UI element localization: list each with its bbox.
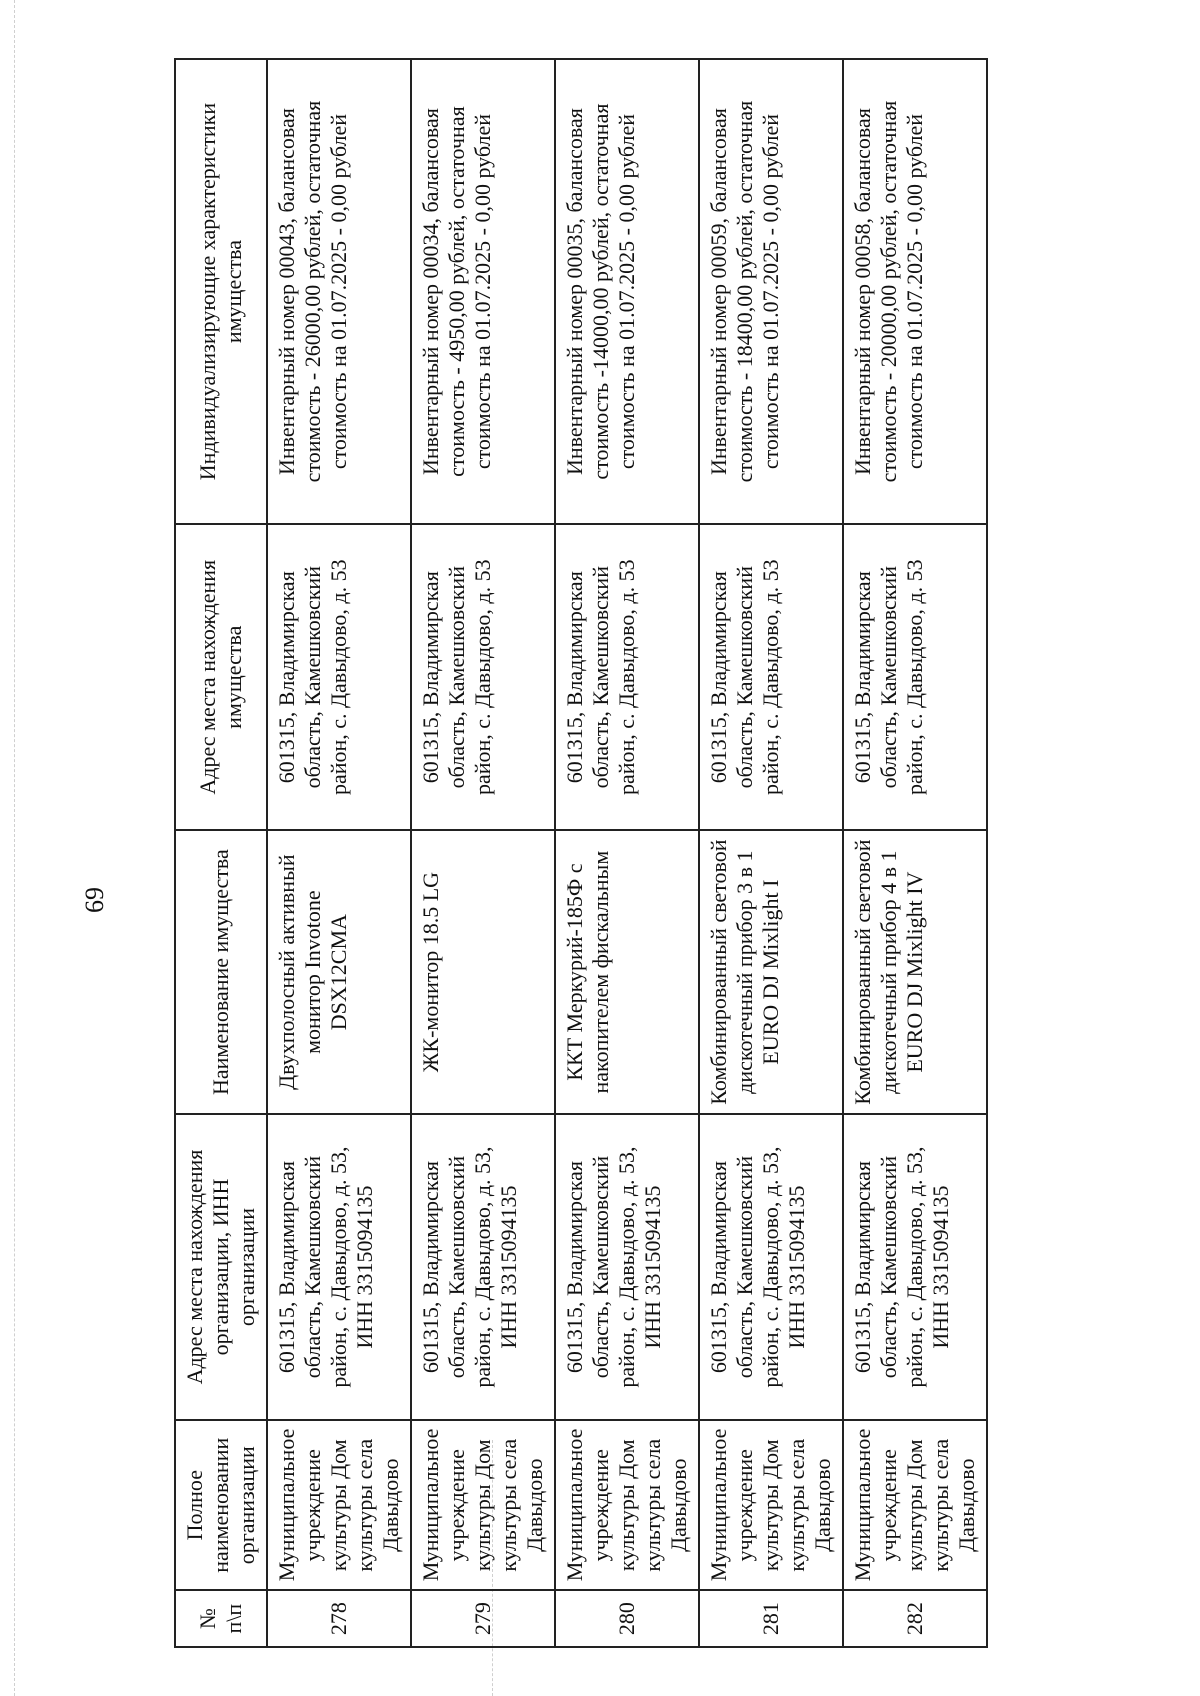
- characteristics-cell: Инвентарный номер 00058, балансовая стоимость - 20000,00 рублей, остаточная стоимость на 01.07.2025 - 0,00 рублей: [843, 59, 987, 524]
- org-address-cell: 601315, Владимирская область, Камешковский район, с. Давыдово, д. 53, ИНН 3315094135: [267, 1114, 411, 1420]
- item-address-cell: 601315, Владимирская область, Камешковский район, с. Давыдово, д. 53: [555, 524, 699, 830]
- org-name-cell: Муниципальное учреждение культуры Дом культуры села Давыдово: [555, 1420, 699, 1590]
- org-address-cell: 601315, Владимирская область, Камешковский район, с. Давыдово, д. 53, ИНН 3315094135: [555, 1114, 699, 1420]
- item-name-cell: Комбинированный световой дискотечный прибор 3 в 1 EURO DJ Mixlight I: [699, 830, 843, 1114]
- header-item-name: Наименование имущества: [175, 830, 267, 1114]
- header-item-address: Адрес места нахождения имущества: [175, 524, 267, 830]
- table-row: [843, 59, 987, 1647]
- table-row: [699, 59, 843, 1647]
- item-address-cell: 601315, Владимирская область, Камешковский район, с. Давыдово, д. 53: [411, 524, 555, 830]
- item-name-cell: ЖК-монитор 18.5 LG: [411, 830, 555, 1114]
- header-num: № п\п: [175, 1590, 267, 1647]
- org-name-cell: Муниципальное учреждение культуры Дом культуры села Давыдово: [843, 1420, 987, 1590]
- org-address-cell: 601315, Владимирская область, Камешковский район, с. Давыдово, д. 53, ИНН 3315094135: [411, 1114, 555, 1420]
- item-name-cell: Комбинированный световой дискотечный прибор 4 в 1 EURO DJ Mixlight IV: [843, 830, 987, 1114]
- property-registry-table: [174, 58, 988, 1648]
- header-org-address: Адрес места нахождения организации, ИНН организации: [175, 1114, 267, 1420]
- org-address-cell: 601315, Владимирская область, Камешковский район, с. Давыдово, д. 53, ИНН 3315094135: [699, 1114, 843, 1420]
- row-num: 279: [411, 1590, 555, 1647]
- org-address-cell: 601315, Владимирская область, Камешковский район, с. Давыдово, д. 53, ИНН 3315094135: [843, 1114, 987, 1420]
- row-num: 278: [267, 1590, 411, 1647]
- org-name-cell: Муниципальное учреждение культуры Дом культуры села Давыдово: [411, 1420, 555, 1590]
- characteristics-cell: Инвентарный номер 00043, балансовая стоимость - 26000,00 рублей, остаточная стоимость на 01.07.2025 - 0,00 рублей: [267, 59, 411, 524]
- table-header-row: [175, 59, 267, 1647]
- characteristics-cell: Инвентарный номер 00059, балансовая стоимость - 18400,00 рублей, остаточная стоимость на 01.07.2025 - 0,00 рублей: [699, 59, 843, 524]
- header-org-name: Полное наименовании организации: [175, 1420, 267, 1590]
- rotated-page: [0, 100, 1120, 1650]
- characteristics-cell: Инвентарный номер 00035, балансовая стоимость -14000,00 рублей, остаточная стоимость на 01.07.2025 - 0,00 рублей: [555, 59, 699, 524]
- org-name-cell: Муниципальное учреждение культуры Дом культуры села Давыдово: [699, 1420, 843, 1590]
- table-row: [555, 59, 699, 1647]
- item-name-cell: Двухполосный активный монитор Invotone DSX12CMA: [267, 830, 411, 1114]
- row-num: 280: [555, 1590, 699, 1647]
- row-num: 282: [843, 1590, 987, 1647]
- org-name-cell: Муниципальное учреждение культуры Дом культуры села Давыдово: [267, 1420, 411, 1590]
- item-address-cell: 601315, Владимирская область, Камешковский район, с. Давыдово, д. 53: [267, 524, 411, 830]
- item-name-cell: ККТ Меркурий-185Ф с накопителем фискальным: [555, 830, 699, 1114]
- table-row: [411, 59, 555, 1647]
- page-number: 69: [80, 887, 109, 913]
- item-address-cell: 601315, Владимирская область, Камешковский район, с. Давыдово, д. 53: [699, 524, 843, 830]
- row-num: 281: [699, 1590, 843, 1647]
- item-address-cell: 601315, Владимирская область, Камешковский район, с. Давыдово, д. 53: [843, 524, 987, 830]
- characteristics-cell: Инвентарный номер 00034, балансовая стоимость - 4950,00 рублей, остаточная стоимость на 01.07.2025 - 0,00 рублей: [411, 59, 555, 524]
- table-row: [267, 59, 411, 1647]
- header-characteristics: Индивидуализирующие характеристики имущества: [175, 59, 267, 524]
